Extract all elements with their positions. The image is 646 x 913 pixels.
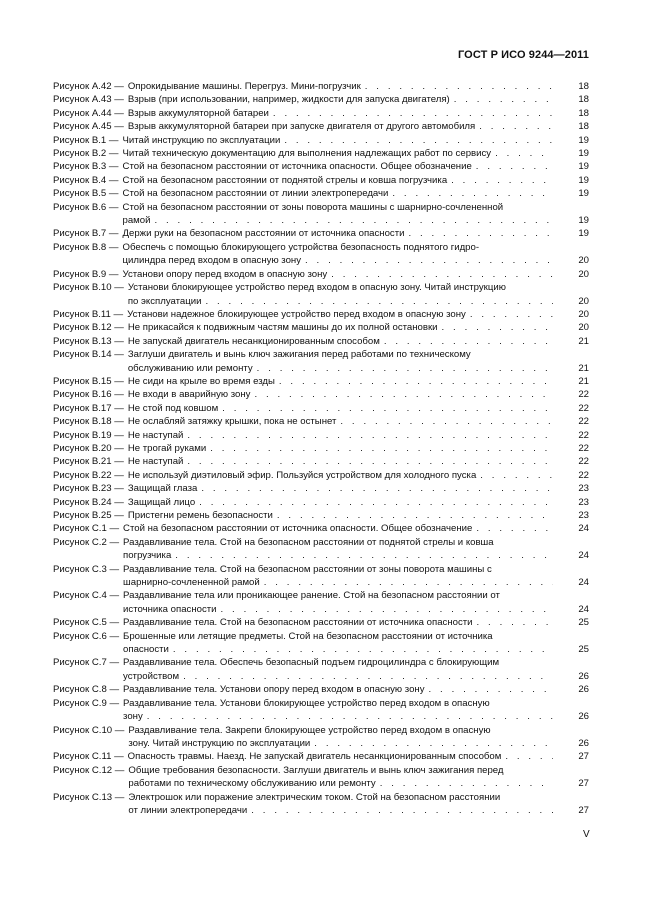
figure-label: Рисунок С.13 —	[53, 791, 125, 803]
dot-leader	[314, 737, 553, 750]
page-ref: 20	[578, 322, 589, 334]
page-ref: 18	[578, 81, 589, 92]
figure-label: Рисунок С.10 —	[53, 724, 125, 736]
figure-label: Рисунок В.15 —	[53, 375, 124, 387]
page-number: V	[583, 829, 590, 840]
page-ref: 26	[578, 737, 589, 749]
figure-title-line: Защищай глаза	[127, 483, 198, 495]
figure-title-line: Стой на безопасном расстоянии от зоны поворота машины с шарнирно-сочлененной	[122, 201, 504, 213]
figure-title-line: рамой	[122, 215, 151, 227]
dot-leader	[147, 710, 553, 723]
toc-entry	[53, 415, 589, 428]
dot-leader	[257, 362, 553, 375]
figure-title-line: Раздавливание тела. Стой на безопасном расстоянии от зоны поворота машины с	[123, 563, 492, 575]
figure-label: Рисунок С.1 —	[53, 523, 120, 535]
figure-title-line: по эксплуатации	[127, 295, 202, 307]
page-ref: 22	[578, 429, 589, 441]
toc-entry	[53, 227, 589, 240]
figure-label: Рисунок В.5 —	[53, 188, 119, 200]
dot-leader	[442, 321, 553, 334]
figure-title-line: Взрыв аккумуляторной батареи	[127, 107, 269, 119]
figure-title-line: цилиндра перед входом в опасную зону	[122, 255, 302, 267]
dot-leader	[408, 227, 553, 240]
toc-entry	[53, 402, 589, 415]
figure-title-line: Пристегни ремень безопасности	[127, 510, 273, 521]
dot-leader	[187, 455, 553, 468]
dot-leader	[254, 388, 553, 401]
figure-label: Рисунок В.12 —	[53, 322, 124, 334]
figure-label: Рисунок В.2 —	[53, 148, 119, 160]
figure-title-line: Брошенные или летящие предметы. Стой на безопасном расстоянии от источника	[123, 630, 493, 642]
toc-entry	[53, 268, 589, 281]
figure-title-line: Установи опору перед входом в опасную зону	[122, 268, 328, 280]
figure-title-line: Раздавливание тела. Закрепи блокирующее устройство перед входом в опасную	[128, 724, 491, 736]
figure-title-line: погрузчика	[123, 550, 172, 562]
page-ref: 21	[578, 362, 589, 374]
figure-label: Рисунок С.4 —	[53, 590, 120, 602]
toc-entry	[53, 455, 589, 468]
figure-label: Рисунок В.6 —	[53, 201, 119, 213]
dot-leader	[305, 254, 553, 267]
toc-entry	[53, 750, 589, 763]
figure-title-line: Не ослабляй затяжку крышки, пока не остынет	[127, 416, 337, 428]
figure-title-line: Не запускай двигатель несанкционированным способом	[127, 335, 380, 347]
toc-entry	[53, 147, 589, 160]
page-ref: 22	[578, 469, 589, 481]
toc-entry	[53, 764, 589, 791]
dot-leader	[273, 107, 553, 120]
toc-entry	[53, 791, 589, 818]
toc-entry	[53, 482, 589, 495]
dot-leader	[429, 683, 553, 696]
page-ref: 19	[578, 215, 589, 227]
page-ref: 27	[578, 751, 589, 763]
figure-label: Рисунок В.4 —	[53, 174, 119, 186]
figure-title-line: Раздавливание тела. Стой на безопасном расстоянии от поднятой стрелы и ковша	[123, 536, 494, 548]
figure-title-line: Установи надежное блокирующее устройство перед входом в опасную зону	[127, 308, 466, 320]
dot-leader	[175, 549, 553, 562]
figure-label: Рисунок В.8 —	[53, 241, 119, 253]
page-ref: 20	[578, 255, 589, 267]
toc-entry	[53, 536, 589, 563]
dot-leader	[279, 375, 553, 388]
figure-label: Рисунок В.23 —	[53, 483, 124, 495]
figure-title-line: от линии электропередачи	[128, 804, 248, 816]
page-ref: 23	[578, 483, 589, 495]
figure-label: Рисунок С.5 —	[53, 617, 120, 629]
toc-entry	[53, 80, 589, 93]
dot-leader	[251, 804, 553, 817]
toc-entry	[53, 241, 589, 268]
dot-leader	[264, 576, 553, 589]
figure-label: Рисунок В.22 —	[53, 469, 124, 481]
figure-title-line: зону. Читай инструкцию по эксплуатации	[128, 737, 311, 749]
dot-leader	[183, 670, 553, 683]
figure-label: Рисунок В.24 —	[53, 496, 124, 508]
figure-title-line: Установи блокирующее устройство перед входом в опасную зону. Читай инструкцию	[127, 282, 506, 294]
dot-leader	[476, 160, 553, 173]
toc-entry	[53, 656, 589, 683]
page-ref: 19	[578, 134, 589, 146]
figure-label: Рисунок В.13 —	[53, 335, 124, 347]
figure-title-line: Стой на безопасном расстоянии от источника опасности. Общее обозначение	[122, 161, 472, 173]
page-ref: 23	[578, 510, 589, 521]
page-ref: 22	[578, 416, 589, 428]
figure-title-line: Обеспечь с помощью блокирующего устройства безопасность поднятого гидро-	[122, 241, 480, 253]
figure-title-line: Держи руки на безопасном расстоянии от источника опасности	[122, 228, 405, 240]
figure-label: Рисунок С.3 —	[53, 563, 120, 575]
toc-entry	[53, 509, 589, 522]
toc-entry	[53, 469, 589, 482]
figure-label: Рисунок В.17 —	[53, 402, 124, 414]
figure-title-line: Взрыв аккумуляторной батареи при запуске двигателя от другого автомобиля	[127, 121, 476, 133]
figure-title-line: Защищай лицо	[127, 496, 196, 508]
dot-leader	[454, 93, 553, 106]
dot-leader	[221, 603, 553, 616]
page-ref: 20	[578, 295, 589, 307]
figure-title-line: Не прикасайся к подвижным частям машины до их полной остановки	[127, 322, 438, 334]
page-ref: 19	[578, 188, 589, 200]
toc-entry	[53, 388, 589, 401]
toc-entry	[53, 308, 589, 321]
dot-leader	[451, 174, 553, 187]
figure-label: Рисунок А.45 —	[53, 121, 124, 133]
toc-entry	[53, 724, 589, 751]
page-ref: 24	[578, 603, 589, 615]
toc-entry	[53, 563, 589, 590]
page-ref: 25	[578, 617, 589, 629]
dot-leader	[470, 308, 553, 321]
figure-label: Рисунок В.16 —	[53, 389, 124, 401]
toc-entry	[53, 160, 589, 173]
figure-title-line: Электрошок или поражение электрическим током. Стой на безопасном расстоянии	[128, 791, 501, 803]
figure-title-line: Заглуши двигатель и вынь ключ зажигания перед работами по техническому	[127, 349, 471, 361]
figure-label: Рисунок В.10 —	[53, 282, 124, 294]
toc-entry	[53, 697, 589, 724]
figure-label: Рисунок В.7 —	[53, 228, 119, 240]
page-ref: 23	[578, 496, 589, 508]
toc-entry	[53, 522, 589, 535]
figure-label: Рисунок В.19 —	[53, 429, 124, 441]
dot-leader	[199, 496, 553, 509]
page-ref: 19	[578, 174, 589, 186]
figure-title-line: Не наступай	[127, 429, 184, 441]
page-ref: 19	[578, 228, 589, 240]
toc-entry	[53, 174, 589, 187]
figure-title-line: Читай инструкцию по эксплуатации	[122, 134, 281, 146]
toc-entry	[53, 281, 589, 308]
figure-title-line: Не сиди на крыле во время езды	[127, 375, 275, 387]
dot-leader	[205, 295, 553, 308]
figure-title-line: Раздавливание тела. Обеспечь безопасный подъем гидроцилиндра с блокирующим	[123, 657, 500, 669]
dot-leader	[277, 509, 553, 522]
figure-label: Рисунок С.2 —	[53, 536, 120, 548]
figure-label: Рисунок А.42 —	[53, 81, 124, 92]
figure-title-line: Не стой под ковшом	[127, 402, 219, 414]
toc-entry	[53, 107, 589, 120]
toc-entry	[53, 683, 589, 696]
figure-title-line: Не используй диэтиловый эфир. Пользуйся устройством для холодного пуска	[127, 469, 477, 481]
figure-title-line: устройством	[123, 670, 180, 682]
figure-title-line: Общие требования безопасности. Заглуши двигатель и вынь ключ зажигания перед	[128, 764, 504, 776]
toc-entry	[53, 201, 589, 228]
toc-entry	[53, 335, 589, 348]
figure-label: Рисунок В.9 —	[53, 268, 119, 280]
figure-title-line: Раздавливание тела. Установи блокирующее устройство перед входом в опасную	[123, 697, 490, 709]
figure-label: Рисунок В.14 —	[53, 349, 124, 361]
dot-leader	[210, 442, 553, 455]
page-ref: 26	[578, 684, 589, 696]
page-ref: 18	[578, 107, 589, 119]
page-ref: 21	[578, 335, 589, 347]
figure-label: Рисунок В.11 —	[53, 308, 124, 320]
dot-leader	[392, 187, 553, 200]
figure-title-line: Опрокидывание машины. Перегруз. Мини-погрузчик	[127, 81, 361, 92]
figure-title-line: Раздавливание тела. Установи опору перед входом в опасную зону	[123, 684, 425, 696]
page-ref: 22	[578, 442, 589, 454]
toc-entry	[53, 589, 589, 616]
page-ref: 24	[578, 550, 589, 562]
figure-title-line: Раздавливание тела или проникающее ранение. Стой на безопасном расстоянии от	[123, 590, 500, 602]
figure-title-line: Стой на безопасном расстоянии от источника опасности. Общее обозначение	[123, 523, 473, 535]
figure-label: Рисунок А.44 —	[53, 107, 124, 119]
page-ref: 20	[578, 268, 589, 280]
toc-entry	[53, 375, 589, 388]
figure-title-line: шарнирно-сочлененной рамой	[123, 577, 260, 589]
figure-label: Рисунок С.6 —	[53, 630, 120, 642]
figure-label: Рисунок В.1 —	[53, 134, 119, 146]
dot-leader	[222, 402, 553, 415]
page-ref: 24	[578, 523, 589, 535]
page-ref: 20	[578, 308, 589, 320]
dot-leader	[495, 147, 553, 160]
page-ref: 18	[578, 94, 589, 106]
figure-label: Рисунок С.8 —	[53, 684, 120, 696]
figure-title-line: Стой на безопасном расстоянии от поднятой стрелы и ковша погрузчика	[122, 174, 448, 186]
figure-label: Рисунок С.7 —	[53, 657, 120, 669]
dot-leader	[479, 120, 553, 133]
figure-label: Рисунок А.43 —	[53, 94, 124, 106]
page-ref: 25	[578, 644, 589, 656]
dot-leader	[154, 214, 553, 227]
toc-entry	[53, 348, 589, 375]
figure-title-line: работами по техническому обслуживанию или ремонту	[128, 778, 376, 790]
dot-leader	[476, 522, 553, 535]
figure-title-line: Не входи в аварийную зону	[127, 389, 251, 401]
figure-label: Рисунок В.3 —	[53, 161, 119, 173]
figure-title-line: Раздавливание тела. Стой на безопасном расстоянии от источника опасности	[123, 617, 473, 629]
page-ref: 26	[578, 711, 589, 723]
toc-entry	[53, 93, 589, 106]
dot-leader	[480, 469, 553, 482]
dot-leader	[505, 750, 553, 763]
dot-leader	[365, 80, 553, 93]
figure-title-line: обслуживанию или ремонту	[127, 362, 253, 374]
toc-entry	[53, 496, 589, 509]
figure-label: Рисунок С.11 —	[53, 751, 124, 763]
figure-label: Рисунок С.12 —	[53, 764, 125, 776]
toc-entry	[53, 616, 589, 629]
toc-entry	[53, 442, 589, 455]
dot-leader	[380, 777, 553, 790]
page-ref: 24	[578, 577, 589, 589]
figure-title-line: зону	[123, 711, 143, 723]
toc-entry	[53, 187, 589, 200]
page-ref: 26	[578, 670, 589, 682]
dot-leader	[201, 482, 553, 495]
figure-label: Рисунок В.25 —	[53, 510, 124, 521]
dot-leader	[173, 643, 553, 656]
figure-label: Рисунок В.18 —	[53, 416, 124, 428]
figure-title-line: Взрыв (при использовании, например, жидкости для запуска двигателя)	[127, 94, 450, 106]
document-header: ГОСТ Р ИСО 9244—2011	[457, 49, 589, 61]
page-ref: 22	[578, 402, 589, 414]
page-ref: 27	[578, 804, 589, 816]
page-ref: 27	[578, 778, 589, 790]
figure-title-line: Стой на безопасном расстоянии от линии электропередачи	[122, 188, 389, 200]
page-ref: 18	[578, 121, 589, 133]
toc-entry	[53, 630, 589, 657]
dot-leader	[284, 134, 553, 147]
figure-title-line: Читай техническую документацию для выполнения надлежащих работ по сервису	[122, 148, 492, 160]
figure-title-line: Опасность травмы. Наезд. Не запускай двигатель несанкционированным способом	[127, 751, 502, 763]
page-ref: 19	[578, 161, 589, 173]
dot-leader	[384, 335, 553, 348]
page-ref: 22	[578, 389, 589, 401]
figure-title-line: опасности	[123, 644, 169, 656]
figure-label: Рисунок В.20 —	[53, 442, 124, 454]
page-ref: 19	[578, 148, 589, 160]
dot-leader	[187, 429, 553, 442]
page-ref: 22	[578, 456, 589, 468]
figure-title-line: Не наступай	[127, 456, 184, 468]
dot-leader	[340, 415, 553, 428]
dot-leader	[477, 616, 553, 629]
dot-leader	[331, 268, 553, 281]
figure-title-line: источника опасности	[123, 603, 217, 615]
figure-label: Рисунок В.21 —	[53, 456, 124, 468]
toc-entry	[53, 321, 589, 334]
toc-entry	[53, 134, 589, 147]
figure-list	[53, 80, 589, 817]
figure-title-line: Не трогай руками	[127, 442, 207, 454]
page-ref: 21	[578, 375, 589, 387]
toc-entry	[53, 429, 589, 442]
toc-entry	[53, 120, 589, 133]
figure-label: Рисунок С.9 —	[53, 697, 120, 709]
